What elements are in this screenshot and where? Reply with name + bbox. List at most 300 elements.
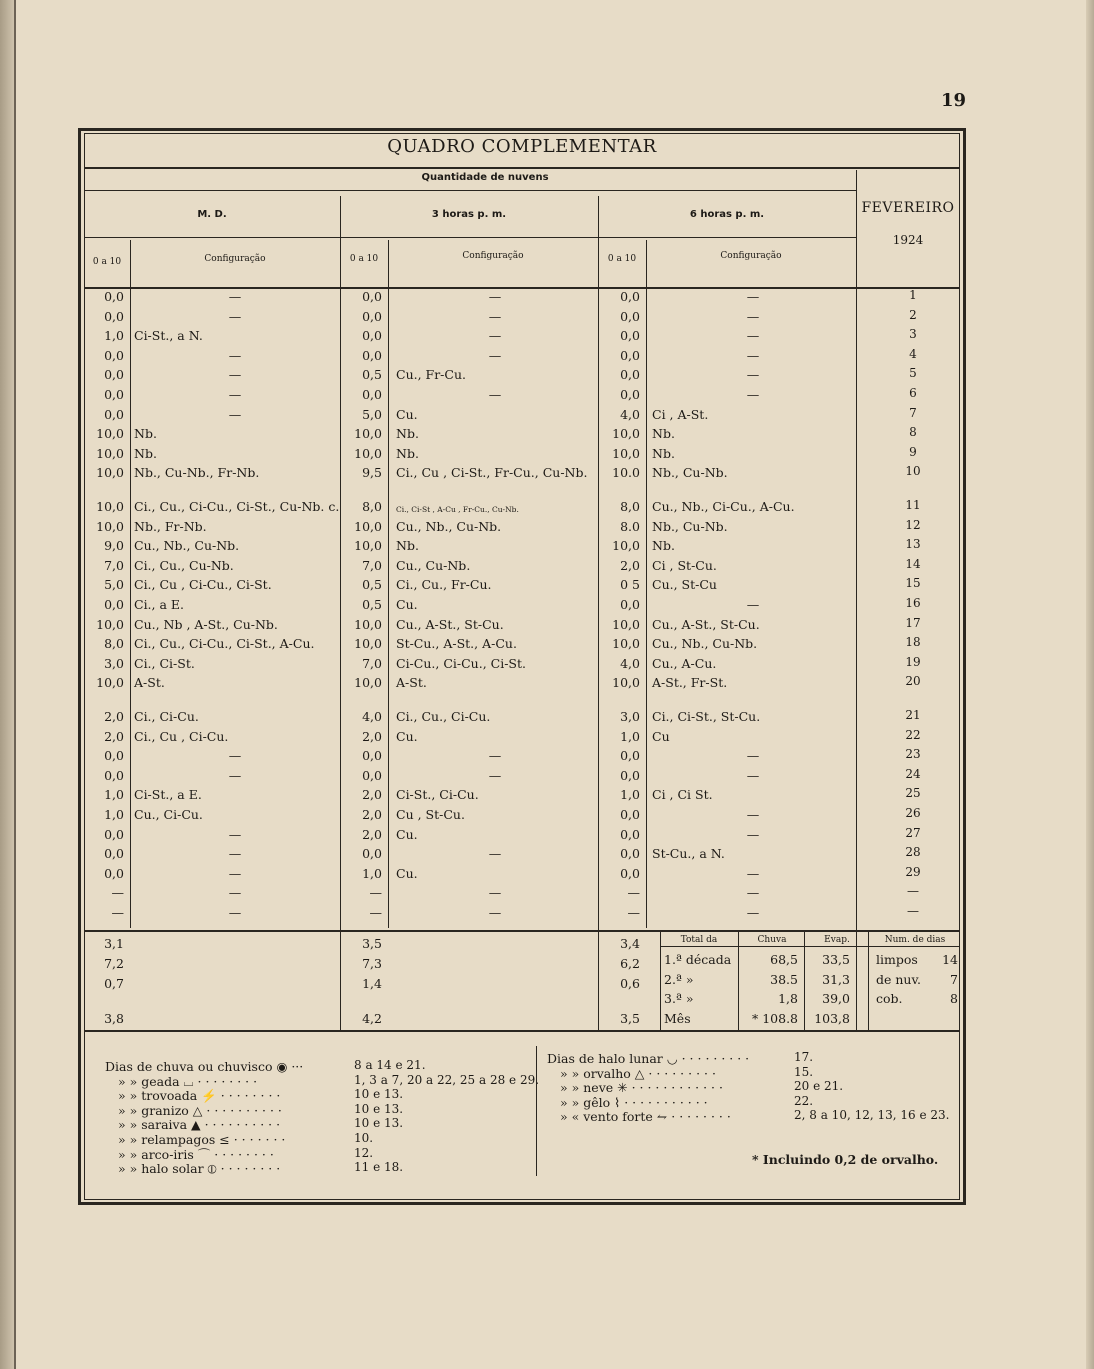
md-config: Nb., Cu-Nb., Fr-Nb. [134,465,260,481]
month-label: FEVEREIRO [861,200,955,216]
h6-value: 10,0 [612,675,640,691]
numdias-value: 14 [942,952,958,967]
page-number: 19 [941,90,967,111]
md-value: 0,0 [104,846,124,862]
legend-value: 17. [794,1050,814,1064]
day-number: 21 [905,708,921,722]
book-spine [0,0,14,1369]
md-config: Ci., a E. [134,597,185,612]
day-number: 27 [905,825,921,840]
h6-value: 0,0 [620,597,640,612]
legend-label: Dias de halo lunar ◡ · · · · · · · · · [547,1051,750,1066]
md-value: 0,0 [104,597,124,612]
day-number: 16 [905,596,921,610]
h6-value: 0,0 [620,748,640,764]
legend-label: » » gêlo ⌇ · · · · · · · · · · · [560,1094,708,1110]
day-number: 17 [905,615,921,630]
col-rule-1 [130,240,131,928]
summary-h6: 6,2 [620,956,640,971]
md-config: — [228,826,242,842]
day-number: 13 [905,537,921,552]
totals-evap: 103,8 [814,1011,850,1026]
md-value: 0,0 [104,767,124,783]
h3-config: — [488,308,502,324]
h6-config: St-Cu., a N. [652,846,725,862]
group-header-md: M. D. [197,209,227,220]
md-config: — [228,905,242,920]
h6-value: 10,0 [612,616,640,632]
h3-config: — [488,885,502,901]
h3-config: Cu., A-St., St-Cu. [396,616,504,632]
md-value: 8,0 [104,636,124,652]
md-config: Ci., Cu , Ci-Cu., Ci-St. [134,577,272,593]
h6-config: Cu., Nb., Ci-Cu., A-Cu. [652,499,795,514]
table-subtitle: Quantidade de nuvens [421,172,549,183]
table-title: QUADRO COMPLEMENTAR [84,133,960,169]
summary-h3: 4,2 [362,1011,382,1026]
day-number: 4 [909,346,917,361]
h3-value: 10,0 [354,675,382,691]
h6-config: Cu., St-Cu [652,577,717,593]
md-value: 0,0 [104,865,124,881]
h3-value: 0,0 [362,347,382,363]
h3-config: Ci., Cu , Ci-St., Fr-Cu., Cu-Nb. [396,465,588,481]
col-rule-6 [856,170,857,1032]
day-number: 15 [905,576,921,591]
h3-value: 0,0 [362,308,382,324]
md-config: Cu., Ci-Cu. [134,807,203,822]
md-value: 0,0 [104,347,124,363]
h3-config: St-Cu., A-St., A-Cu. [396,636,517,652]
h6-value: 2,0 [620,557,640,573]
h6-value: 10,0 [612,636,640,652]
h3-config: Cu. [396,597,418,612]
md-value: 2,0 [104,728,124,744]
summary-md: 0,7 [104,976,124,991]
md-config: Nb. [134,445,157,461]
col-rule-3 [388,240,389,928]
summary-h6: 3,4 [620,936,640,951]
h3-config: Cu. [396,728,418,744]
md-config: Cu., Nb , A-St., Cu-Nb. [134,616,278,632]
day-number: 9 [909,444,917,459]
legend-label: Dias de chuva ou chuvisco ◉ ··· [105,1059,304,1074]
h6-config: — [746,905,760,920]
md-config: — [228,748,242,764]
numdias-label: de nuv. [876,972,922,987]
h3-config: Cu. [396,826,418,842]
h3-config: — [488,387,502,402]
h3-value: 0,5 [362,367,382,383]
h3-value: 0,0 [362,748,382,764]
h6-value: 10.0 [612,465,640,481]
h6-value: — [627,885,640,901]
h3-value: 7,0 [362,655,382,671]
totals-rule-1 [738,932,739,1030]
h6-value: 0,0 [620,846,640,862]
md-config: Ci., Cu , Ci-Cu. [134,728,229,744]
h6-config: Ci , St-Cu. [652,557,717,573]
md-value: 10,0 [96,426,124,442]
footer-rule [84,1030,960,1032]
md-config: Ci., Ci-St. [134,655,195,671]
md-config: — [228,865,242,881]
h6-value: 1,0 [620,787,640,803]
md-value: 10,0 [96,675,124,691]
h3-value: — [369,905,382,920]
h3-value: 2,0 [362,728,382,744]
h3-config: — [488,748,502,764]
h6-value: 0,0 [620,865,640,881]
legend-label: » » geada ⌴ · · · · · · · · [118,1073,258,1089]
h3-config: Cu., Nb., Cu-Nb. [396,518,502,534]
h3-value: 0,0 [362,846,382,862]
h6-value: 10,0 [612,445,640,461]
legend-label: » » trovoada ⚡ · · · · · · · · [118,1088,281,1104]
h6-value: 8.0 [620,518,640,534]
h6-value: 1,0 [620,728,640,744]
subheader-md-config: Configuração [204,254,266,264]
summary-md: 3,8 [104,1011,124,1026]
totals-chuva: * 108.8 [751,1011,798,1026]
md-value: 1,0 [104,787,124,803]
h6-config: Nb., Cu-Nb. [652,465,728,481]
md-config: Cu., Nb., Cu-Nb. [134,538,240,554]
legend-value: 11 e 18. [354,1160,404,1175]
h6-config: — [746,885,760,901]
h3-config: Nb. [396,538,419,554]
h6-config: Cu., A-Cu. [652,655,717,671]
h6-config: Nb. [652,538,675,554]
subheader-3h-scale: 0 a 10 [349,254,379,264]
subheader-6h-config: Configuração [720,251,782,261]
header-rule-mid [84,237,856,238]
md-config: A-St. [134,675,165,691]
h6-config: — [746,767,760,783]
col-rule-2 [340,196,341,1032]
h3-value: 7,0 [362,557,382,573]
h6-config: — [746,826,760,842]
h6-config: — [746,865,760,881]
h6-value: 0,0 [620,807,640,822]
totals-label: 3.ª » [664,991,694,1006]
day-number: 26 [905,806,921,820]
h6-value: 0,0 [620,328,640,344]
h3-config: — [488,846,502,862]
h6-value: 0,0 [620,387,640,402]
md-value: 10,0 [96,616,124,632]
legend-label: » » granizo △ · · · · · · · · · · [118,1102,282,1118]
totals-label: 2.ª » [664,972,694,987]
totals-header-total: Total da [680,935,718,945]
legend-value: 10. [354,1131,374,1145]
summary-h6: 3,5 [620,1011,640,1026]
day-number: 10 [905,464,921,479]
h3-value: 1,0 [362,865,382,881]
footnote: * Incluindo 0,2 de orvalho. [752,1152,939,1167]
legend-value: 8 a 14 e 21. [354,1058,426,1072]
h6-config: Ci., Ci-St., St-Cu. [652,709,761,724]
h6-value: 4,0 [620,406,640,422]
h6-config: — [746,328,760,344]
md-config: — [228,367,242,383]
h3-config: — [488,347,502,363]
h6-config: Cu., Nb., Cu-Nb. [652,636,758,652]
day-number: 14 [905,556,921,571]
h3-value: 2,0 [362,807,382,822]
h6-config: Ci , Ci St. [652,787,713,803]
md-config: Ci-St., a E. [134,787,202,803]
legend-value: 12. [354,1145,374,1160]
h6-value: 0 5 [620,577,640,593]
h6-value: 10,0 [612,426,640,442]
totals-rule-0 [660,932,661,1030]
md-value: 10,0 [96,518,124,534]
day-number: 3 [909,327,917,342]
spine-edge [14,0,16,1369]
totals-rule-2 [804,932,805,1030]
h6-config: Nb. [652,445,675,461]
h3-value: 0,0 [362,387,382,402]
md-config: — [228,289,242,304]
h3-config: Cu , St-Cu. [396,807,465,822]
h3-config: Ci-Cu., Ci-Cu., Ci-St. [396,655,526,671]
h3-config: Cu., Fr-Cu. [396,367,466,383]
page-edge [1086,0,1094,1369]
h3-config: Cu. [396,865,418,881]
h6-config: Ci , A-St. [652,406,709,422]
md-value: 1,0 [104,807,124,822]
h6-config: — [746,308,760,324]
legend-label: » » halo solar ⦶ · · · · · · · · [118,1161,281,1177]
h6-value: 0,0 [620,347,640,363]
h3-config: — [488,767,502,783]
h6-config: — [746,597,760,612]
h6-config: — [746,748,760,764]
legend-value: 1, 3 a 7, 20 a 22, 25 a 28 e 29. [354,1072,540,1087]
h6-config: — [746,347,760,363]
md-value: 0,0 [104,406,124,422]
h3-value: 10,0 [354,616,382,632]
h6-value: 0,0 [620,367,640,383]
h6-config: A-St., Fr-St. [652,675,728,691]
h3-config: — [488,289,502,304]
summary-h6: 0,6 [620,976,640,991]
legend-value: 15. [794,1064,814,1079]
md-value: 0,0 [104,367,124,383]
totals-evap: 39,0 [822,991,850,1006]
h3-value: 0,0 [362,767,382,783]
group-header-3h: 3 horas p. m. [431,209,507,220]
md-value: 1,0 [104,328,124,344]
legend-label: » « vento forte ⥊ · · · · · · · · [560,1109,731,1125]
md-config: Ci., Cu., Ci-Cu., Ci-St., Cu-Nb. c. [134,499,340,514]
md-value: 0,0 [104,387,124,402]
h3-config: Cu., Cu-Nb. [396,557,471,573]
day-number: 1 [909,288,917,302]
legend-value: 22. [794,1093,814,1108]
numdias-label: limpos [876,952,918,967]
md-value: 2,0 [104,709,124,724]
totals-chuva: 1,8 [778,991,798,1006]
md-value: 7,0 [104,557,124,573]
day-number: 12 [905,517,921,532]
h3-value: 10,0 [354,518,382,534]
h3-value: 0,5 [362,597,382,612]
day-number: 24 [905,766,921,781]
totals-evap: 31,3 [822,972,850,987]
md-value: 3,0 [104,655,124,671]
h3-config: Ci., Cu., Ci-Cu. [396,709,491,724]
h3-config: — [488,905,502,920]
h3-value: 9,5 [362,465,382,481]
summary-md: 7,2 [104,956,124,971]
day-number: 6 [909,386,917,400]
md-config: — [228,308,242,324]
md-value: 0,0 [104,748,124,764]
legend-value: 10 e 13. [354,1101,404,1116]
summary-h3: 3,5 [362,936,382,951]
subheader-md-scale: 0 a 10 [92,257,122,267]
col-rule-5 [646,240,647,928]
summary-md: 3,1 [104,936,124,951]
totals-evap: 33,5 [822,952,850,967]
md-config: — [228,885,242,901]
h3-config: A-St. [396,675,427,691]
h3-value: 2,0 [362,826,382,842]
h3-value: 2,0 [362,787,382,803]
h3-config: Ci., Cu., Fr-Cu. [396,577,492,593]
numdias-value: 7 [950,972,958,987]
day-number: 7 [909,405,917,420]
h3-value: 0,0 [362,289,382,304]
h3-config: Cu. [396,406,418,422]
h6-value: 8,0 [620,499,640,514]
md-config: — [228,347,242,363]
h6-value: 4,0 [620,655,640,671]
day-number: 11 [905,498,921,512]
day-number: 25 [905,786,921,801]
md-config: Ci., Cu., Cu-Nb. [134,557,234,573]
h6-config: — [746,367,760,383]
year-label: 1924 [892,233,924,247]
h3-config: Nb. [396,445,419,461]
h3-value: 10,0 [354,426,382,442]
md-config: — [228,387,242,402]
md-config: Nb., Fr-Nb. [134,518,207,534]
md-config: — [228,846,242,862]
col-rule-4 [598,196,599,1032]
md-config: Ci., Ci-Cu. [134,709,199,724]
h3-config: — [488,328,502,344]
md-value: 10,0 [96,499,124,514]
h6-value: — [627,905,640,920]
md-value: 5,0 [104,577,124,593]
md-config: Ci., Cu., Ci-Cu., Ci-St., A-Cu. [134,636,315,652]
h3-config: Ci., Ci-St , A-Cu , Fr-Cu., Cu-Nb. [396,505,519,514]
day-number: 19 [905,654,921,669]
h3-value: 4,0 [362,709,382,724]
md-config: Nb. [134,426,157,442]
totals-label: Mês [664,1011,691,1026]
legend-label: » » arco-iris ⌒ · · · · · · · · [118,1146,274,1162]
h3-config: Ci-St., Ci-Cu. [396,787,479,803]
h3-value: — [369,885,382,901]
legend-label: » » orvalho △ · · · · · · · · · [560,1065,716,1081]
h3-value: 5,0 [362,406,382,422]
totals-chuva: 38.5 [770,972,798,987]
h6-config: — [746,289,760,304]
h3-value: 10,0 [354,636,382,652]
md-value: 0,0 [104,289,124,304]
header-rule-top [84,190,856,191]
h6-value: 3,0 [620,709,640,724]
legend-label: » » neve ✳ · · · · · · · · · · · · [560,1080,723,1096]
legend-label: » » relampagos ≤ · · · · · · · [118,1132,286,1147]
h3-value: 0,0 [362,328,382,344]
md-value: 9,0 [104,538,124,554]
day-number: 22 [905,727,921,742]
md-value: 0,0 [104,308,124,324]
md-config: Ci-St., a N. [134,328,203,344]
numdias-label: cob. [876,991,903,1006]
md-config: — [228,767,242,783]
md-value: 10,0 [96,445,124,461]
subheader-6h-scale: 0 a 10 [607,254,637,264]
group-header-6h: 6 horas p. m. [689,209,765,220]
h6-value: 0,0 [620,289,640,304]
day-number: 20 [905,674,921,689]
md-value: 0,0 [104,826,124,842]
legend-value: 10 e 13. [354,1116,404,1131]
totals-header-chuva: Chuva [757,935,787,945]
legend-value: 2, 8 a 10, 12, 13, 16 e 23. [794,1108,950,1123]
totals-label: 1.ª década [664,952,732,967]
h3-value: 8,0 [362,499,382,514]
footer-divider [536,1046,537,1176]
h6-config: — [746,807,760,822]
day-number: 8 [909,425,917,440]
numdias-value: 8 [950,991,958,1006]
md-value: — [111,905,124,920]
h6-value: 0,0 [620,767,640,783]
h6-value: 0,0 [620,826,640,842]
h3-value: 0,5 [362,577,382,593]
h3-value: 10,0 [354,445,382,461]
totals-header-evap: Evap. [824,935,850,945]
totals-rule-3 [868,932,869,1030]
md-value: 10,0 [96,465,124,481]
day-number: — [907,904,919,918]
day-number: 5 [909,366,917,381]
h6-value: 0,0 [620,308,640,324]
day-number: 2 [909,307,917,322]
legend-value: 20 e 21. [794,1079,844,1094]
h3-config: Nb. [396,426,419,442]
summary-h3: 1,4 [362,976,382,991]
h6-value: 10,0 [612,538,640,554]
md-value: — [111,885,124,901]
totals-chuva: 68,5 [770,952,798,967]
day-number: — [907,884,919,899]
h6-config: Nb. [652,426,675,442]
h6-config: Cu., A-St., St-Cu. [652,616,760,632]
h6-config: — [746,387,760,402]
h3-value: 10,0 [354,538,382,554]
day-number: 18 [905,635,921,650]
legend-label: » » saraiva ▲ · · · · · · · · · · [118,1117,281,1133]
h6-config: Cu [652,728,670,744]
